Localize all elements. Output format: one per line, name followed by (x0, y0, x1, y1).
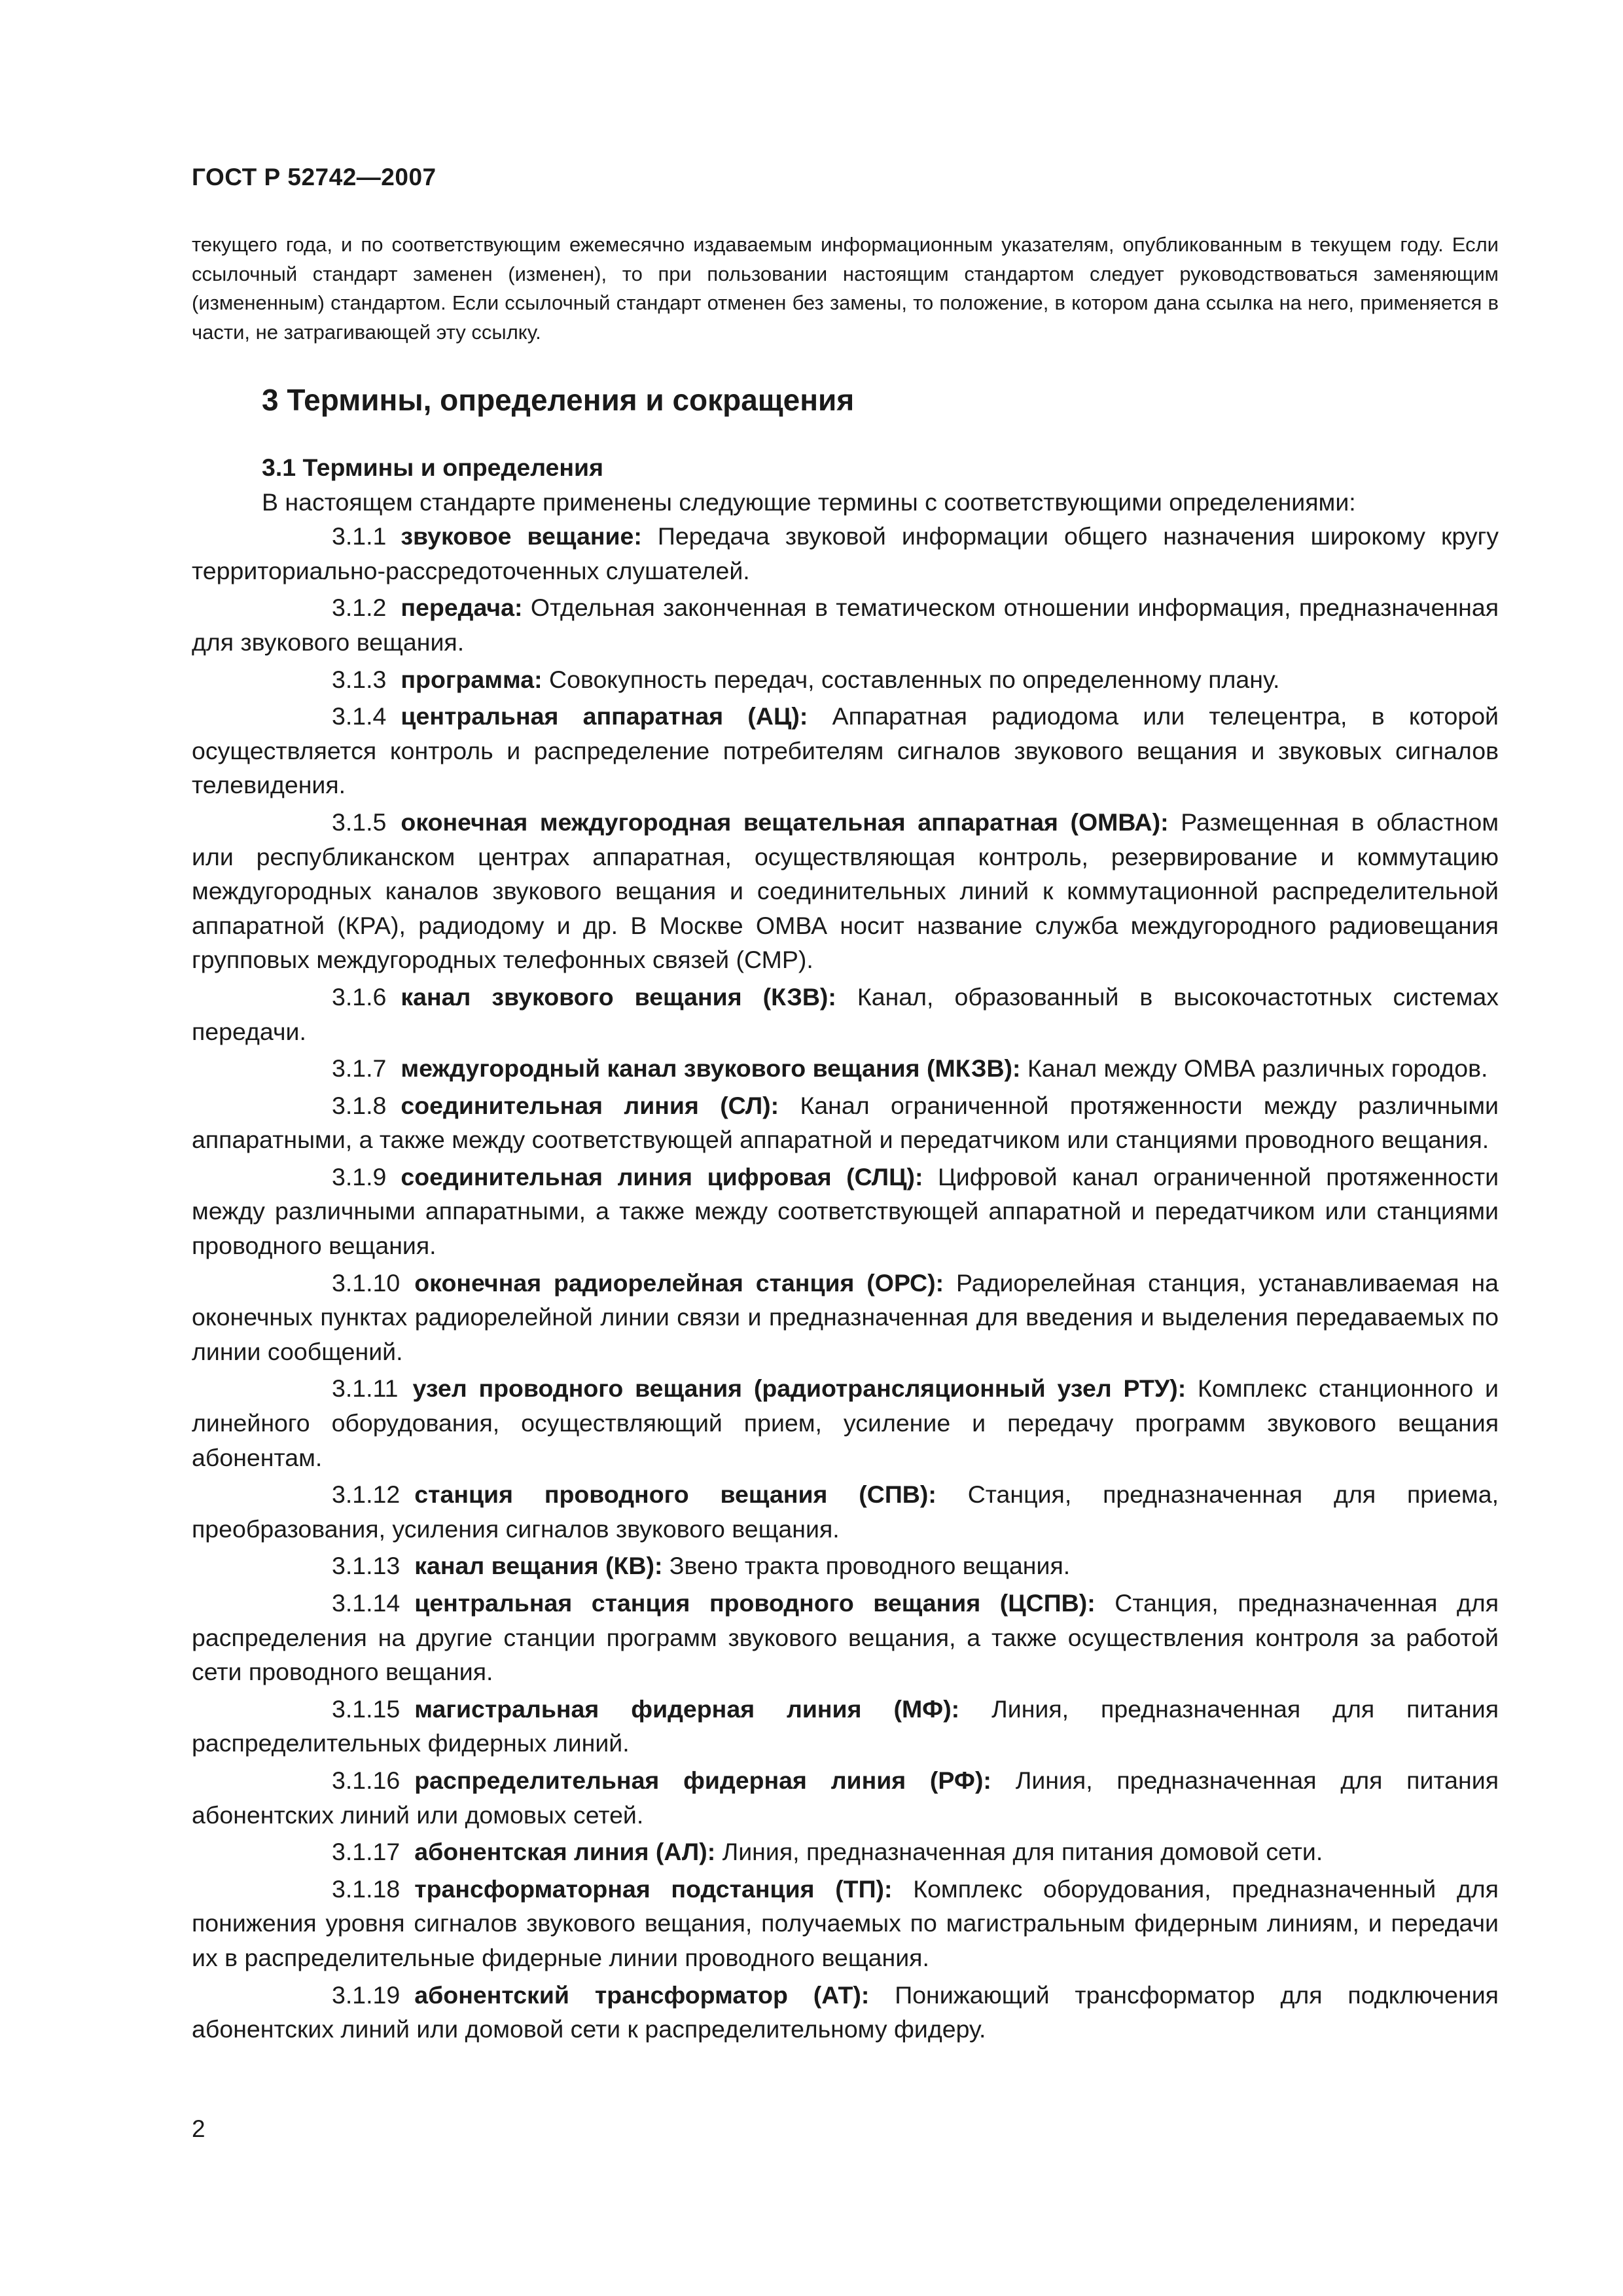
term-entry (192, 1692, 1499, 1761)
term-number: 3.1.18 (332, 1874, 401, 1903)
term-number: 3.1.16 (332, 1766, 401, 1794)
term-definition: Аппаратная радиодома или телецентра, в которой осуществляется контроль и распределение потребителям сигналов звукового вещания и звуковых сигналов телевидения. (192, 702, 1499, 799)
term-entry (192, 1160, 1499, 1263)
term-number: 3.1.1 (332, 522, 387, 550)
term-definition: Канал, образованный в высокочастотных системах передачи. (192, 982, 1499, 1045)
section-title: 3 Термины, определения и сокращения (262, 383, 855, 417)
term-definition: Размещенная в областном или республиканском центрах аппаратная, осуществляющая контроль, резервирование и коммутацию междугородных каналов звукового вещания и соединительных линий к коммутационной распределительной аппаратной (КРА), радиодому и др. В Москве ОМВА носит название служба междугородного радиовещания групповых междугородных телефонных связей (СМР). (192, 808, 1499, 974)
term-entry (192, 1835, 1499, 1869)
term-number: 3.1.9 (332, 1162, 387, 1191)
term-number: 3.1.4 (332, 702, 387, 730)
term-name: станция проводного вещания (СПВ): (414, 1480, 936, 1509)
term-name: узел проводного вещания (радиотрансляционный узел РТУ): (412, 1374, 1186, 1403)
term-name: соединительная линия (СЛ): (401, 1091, 779, 1119)
term-entry (192, 590, 1499, 659)
term-number: 3.1.19 (332, 1981, 401, 2009)
term-entry (192, 1088, 1499, 1157)
term-definition: Станция, предназначенная для распределения на другие станции программ звукового вещания, а также осуществления контроля за работой сети проводного вещания. (192, 1589, 1499, 1686)
term-entry (192, 1371, 1499, 1475)
term-definition: Линия, предназначенная для питания домовой сети. (722, 1838, 1323, 1866)
term-name: междугородный канал звукового вещания (МКЗВ): (401, 1054, 1021, 1083)
subsection-title: 3.1 Термины и определения (262, 454, 603, 481)
term-number: 3.1.17 (332, 1838, 401, 1866)
term-entry (192, 1266, 1499, 1369)
term-entry (192, 662, 1499, 697)
term-name: распределительная фидерная линия (РФ): (414, 1766, 991, 1794)
term-name: магистральная фидерная линия (МФ): (414, 1695, 960, 1723)
intro-paragraph: текущего года, и по соответствующим ежемесячно издаваемым информационным указателям, опубликованным в текущем году. Если ссылочный стандарт заменен (изменен), то при пользовании настоящим стандартом следует руководствоваться заменяющим (измененным) стандартом. Если ссылочный стандарт отменен без замены, то положение, в котором дана ссылка на него, применяется в части, не затрагивающей эту ссылку. (192, 233, 1499, 344)
term-name: центральная станция проводного вещания (ЦСПВ): (414, 1589, 1096, 1617)
term-entry (192, 805, 1499, 977)
term-number: 3.1.15 (332, 1695, 401, 1723)
term-number: 3.1.7 (332, 1054, 387, 1083)
term-definition: Станция, предназначенная для приема, преобразования, усиления сигналов звукового вещания. (192, 1480, 1499, 1543)
term-name: звуковое вещание: (401, 522, 642, 550)
term-definition: Передача звуковой информации общего назначения широкому кругу территориально-рассредоточенных слушателей. (192, 522, 1499, 584)
terms-list (192, 519, 1499, 2047)
term-entry (192, 1978, 1499, 2047)
term-definition: Линия, предназначенная для питания абонентских линий или домовых сетей. (192, 1766, 1499, 1829)
section-body (192, 450, 1499, 2049)
term-entry (192, 1872, 1499, 1975)
term-definition: Комплекс станционного и линейного оборудования, осуществляющий прием, усиление и передачу программ звукового вещания абонентам. (192, 1374, 1499, 1471)
term-definition: Понижающий трансформатор для подключения абонентских линий или домовой сети к распределительному фидеру. (192, 1981, 1499, 2043)
term-number: 3.1.12 (332, 1480, 401, 1509)
term-name: абонентский трансформатор (АТ): (414, 1981, 870, 2009)
term-name: передача: (401, 594, 523, 622)
term-number: 3.1.5 (332, 808, 387, 836)
term-name: оконечная междугородная вещательная аппаратная (ОМВА): (401, 808, 1169, 836)
term-entry (192, 1549, 1499, 1583)
term-entry (192, 1051, 1499, 1086)
term-definition: Канал ограниченной протяженности между различными аппаратными, а также между соответствующей аппаратной и передатчиком или станциями проводного вещания. (192, 1091, 1499, 1154)
term-definition: Радиорелейная станция, устанавливаемая на оконечных пунктах радиорелейной линии связи и предназначенная для введения и выделения передаваемых по линии сообщений. (192, 1268, 1499, 1365)
term-name: трансформаторная подстанция (ТП): (414, 1874, 893, 1903)
term-number: 3.1.6 (332, 982, 387, 1011)
term-entry (192, 1586, 1499, 1689)
term-name: соединительная линия цифровая (СЛЦ): (401, 1162, 923, 1191)
term-definition: Комплекс оборудования, предназначенный для понижения уровня сигналов звукового вещания, получаемых по магистральным фидерным линиям, и передачи их в распределительные фидерные линии проводного вещания. (192, 1874, 1499, 1971)
term-definition: Отдельная законченная в тематическом отношении информация, предназначенная для звукового вещания. (192, 594, 1499, 656)
term-number: 3.1.10 (332, 1268, 401, 1297)
term-definition: Линия, предназначенная для питания распределительных фидерных линий. (192, 1695, 1499, 1757)
term-entry (192, 519, 1499, 588)
term-number: 3.1.13 (332, 1552, 401, 1580)
term-number: 3.1.11 (332, 1374, 399, 1403)
term-number: 3.1.14 (332, 1589, 401, 1617)
term-name: канал вещания (КВ): (414, 1552, 663, 1580)
term-name: центральная аппаратная (АЦ): (401, 702, 808, 730)
term-definition: Канал между ОМВА различных городов. (1027, 1054, 1488, 1083)
page-number: 2 (192, 2115, 205, 2142)
term-name: программа: (401, 665, 543, 693)
term-definition: Цифровой канал ограниченной протяженности между различными аппаратными, а также между соответствующей аппаратной и передатчиком или станциями проводного вещания. (192, 1162, 1499, 1260)
term-entry (192, 1477, 1499, 1546)
term-name: абонентская линия (АЛ): (414, 1838, 716, 1866)
term-entry (192, 699, 1499, 802)
lead-text: В настоящем стандарте применены следующие термины с соответствующими определениями: (262, 488, 1356, 516)
term-number: 3.1.3 (332, 665, 387, 693)
term-name: оконечная радиорелейная станция (ОРС): (414, 1268, 944, 1297)
term-definition: Совокупность передач, составленных по определенному плану. (549, 665, 1280, 693)
standard-code-header: ГОСТ Р 52742—2007 (192, 164, 437, 190)
term-definition: Звено тракта проводного вещания. (669, 1552, 1071, 1580)
term-entry (192, 1763, 1499, 1832)
term-number: 3.1.8 (332, 1091, 387, 1119)
term-number: 3.1.2 (332, 594, 387, 622)
term-name: канал звукового вещания (КЗВ): (401, 982, 836, 1011)
term-entry (192, 980, 1499, 1049)
